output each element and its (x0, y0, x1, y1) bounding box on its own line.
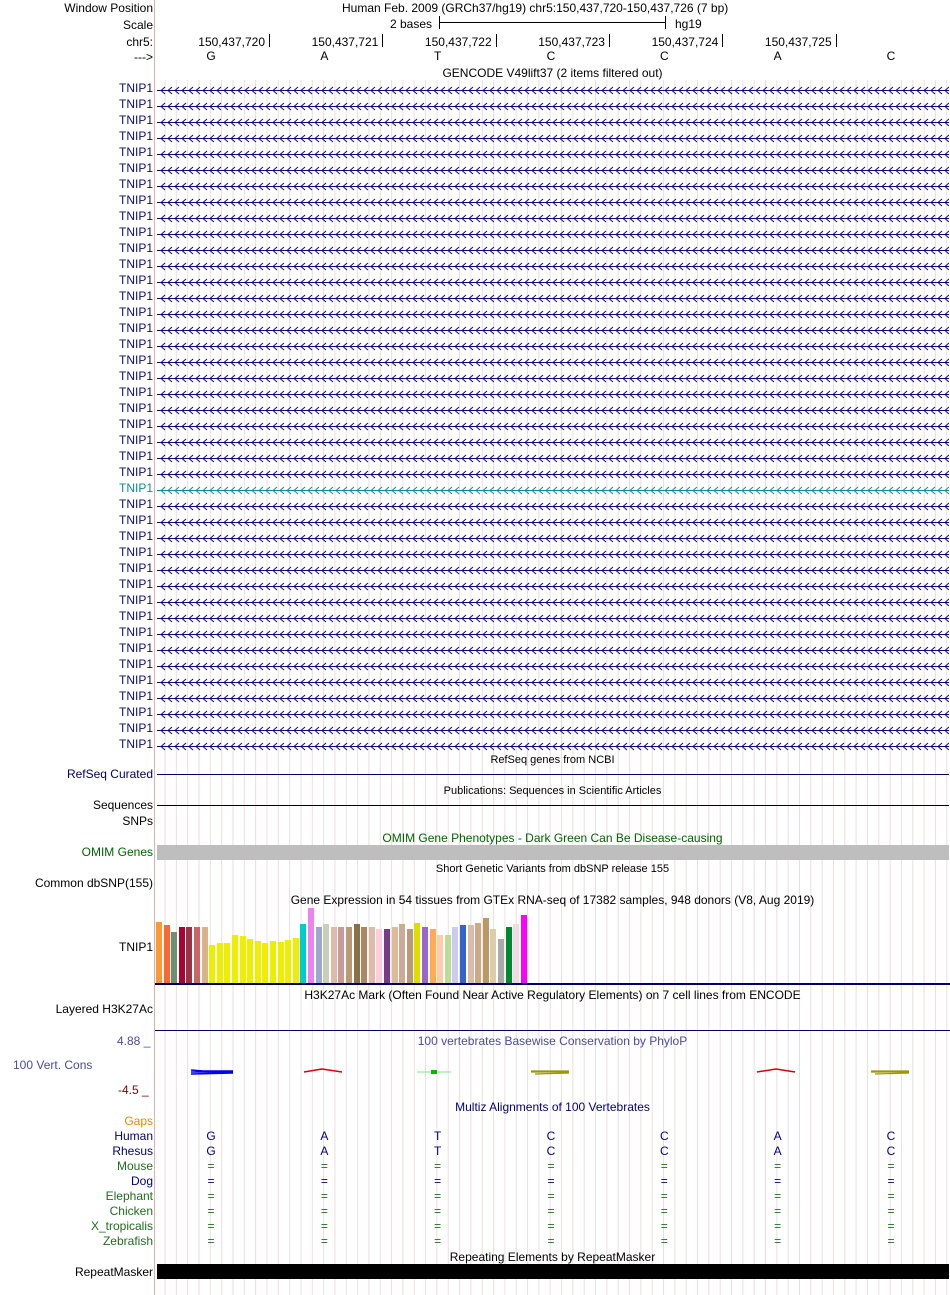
publications-line[interactable] (157, 805, 949, 806)
gtex-tissue-bar[interactable] (506, 927, 512, 983)
species-label[interactable]: X_tropicalis (90, 1219, 153, 1233)
gene-model[interactable] (157, 580, 949, 589)
alignment-base: = (547, 1189, 555, 1203)
alignment-base: C (659, 1144, 669, 1158)
conservation-glyph-4 (531, 1071, 569, 1074)
gtex-tissue-bar[interactable] (369, 927, 375, 983)
gtex-tissue-bar[interactable] (293, 938, 299, 983)
gene-model[interactable] (157, 356, 949, 365)
gene-label[interactable]: TNIP1 (118, 401, 153, 415)
alignment-base: = (774, 1234, 782, 1248)
conservation-max-label: 4.88 _ (117, 1034, 151, 1048)
gene-model[interactable] (157, 692, 949, 701)
position-title[interactable]: Human Feb. 2009 (GRCh37/hg19) chr5:150,437,720-150,437,726 (7 bp) (342, 1, 729, 15)
alignment-base: T (433, 1129, 442, 1143)
gene-model[interactable] (157, 292, 949, 301)
gtex-tissue-bar[interactable] (278, 942, 284, 983)
species-label[interactable]: Human (114, 1129, 153, 1143)
gene-label[interactable]: TNIP1 (118, 97, 153, 111)
gtex-tissue-bar[interactable] (240, 936, 246, 983)
gtex-tissue-bar[interactable] (285, 940, 291, 983)
alignment-base: C (659, 1129, 669, 1143)
alignment-base: = (320, 1159, 328, 1173)
gene-model[interactable] (157, 564, 949, 573)
assembly-label: hg19 (675, 17, 702, 31)
alignment-base: C (546, 1129, 556, 1143)
gene-model[interactable] (157, 244, 949, 253)
gene-label[interactable]: TNIP1 (118, 193, 153, 207)
gene-label[interactable]: TNIP1 (118, 433, 153, 447)
gene-label[interactable]: TNIP1 (118, 417, 153, 431)
chrom-label: chr5: (126, 35, 153, 49)
alignment-base: = (320, 1204, 328, 1218)
gene-label[interactable]: TNIP1 (118, 385, 153, 399)
coordinate-label: 150,437,722 (424, 35, 492, 49)
gene-label[interactable]: TNIP1 (118, 609, 153, 623)
gtex-tissue-bar[interactable] (361, 927, 367, 983)
gaps-label[interactable]: Gaps (124, 1114, 153, 1128)
gene-model[interactable] (157, 452, 949, 461)
gtex-tissue-bar[interactable] (270, 941, 276, 983)
alignment-base: = (547, 1234, 555, 1248)
gtex-tissue-bar[interactable] (407, 929, 413, 983)
gene-label[interactable]: TNIP1 (118, 497, 153, 511)
h3k27ac-label[interactable]: Layered H3K27Ac (55, 1002, 153, 1016)
gene-label[interactable]: TNIP1 (118, 209, 153, 223)
gene-label[interactable]: TNIP1 (118, 113, 153, 127)
scale-text: 2 bases (390, 17, 433, 31)
gtex-tissue-bar[interactable] (255, 941, 261, 983)
snps-label[interactable]: SNPs (122, 814, 153, 828)
dbsnp-title: Short Genetic Variants from dbSNP release 155 (435, 863, 670, 875)
gtex-tissue-bar[interactable] (354, 924, 360, 983)
gene-label[interactable]: TNIP1 (118, 577, 153, 591)
alignment-base: = (887, 1204, 895, 1218)
gtex-tissue-bar[interactable] (308, 908, 314, 983)
gtex-bar-chart[interactable] (156, 908, 556, 983)
gene-model[interactable] (157, 132, 949, 141)
alignment-base: = (320, 1174, 328, 1188)
gene-model[interactable] (157, 468, 949, 477)
gtex-tissue-bar[interactable] (331, 927, 337, 983)
refseq-title: RefSeq genes from NCBI (490, 754, 615, 766)
gtex-tissue-bar[interactable] (498, 939, 504, 983)
alignment-base: = (320, 1219, 328, 1233)
gene-label[interactable]: TNIP1 (118, 241, 153, 255)
gtex-tissue-bar[interactable] (338, 927, 344, 983)
gene-model[interactable] (157, 516, 949, 525)
gtex-baseline (155, 983, 950, 985)
publications-label[interactable]: Sequences (92, 798, 153, 812)
repeatmasker-bar[interactable] (157, 1264, 949, 1279)
gtex-tissue-bar[interactable] (171, 932, 177, 983)
conservation-glyph-5 (757, 1069, 795, 1072)
scale-bar (439, 22, 666, 23)
gtex-tissue-bar[interactable] (422, 927, 428, 983)
coordinate-tick (609, 34, 610, 47)
gene-label[interactable]: TNIP1 (118, 673, 153, 687)
gtex-tissue-bar[interactable] (232, 935, 238, 983)
alignment-base: = (660, 1189, 668, 1203)
gene-model[interactable] (157, 212, 949, 221)
gtex-label[interactable]: TNIP1 (118, 940, 153, 954)
alignment-base: = (434, 1159, 442, 1173)
alignment-base: = (207, 1204, 215, 1218)
gene-label[interactable]: TNIP1 (118, 369, 153, 383)
gene-label[interactable]: TNIP1 (118, 705, 153, 719)
gene-model[interactable] (157, 436, 949, 445)
alignment-base: C (886, 1144, 896, 1158)
gtex-tissue-bar[interactable] (452, 927, 458, 983)
gene-model[interactable] (157, 532, 949, 541)
alignment-base: T (433, 1144, 442, 1158)
species-label[interactable]: Dog (130, 1174, 153, 1188)
gene-label[interactable]: TNIP1 (118, 305, 153, 319)
alignment-base: = (774, 1174, 782, 1188)
gene-label[interactable]: TNIP1 (118, 545, 153, 559)
base-letter: C (886, 49, 896, 63)
gene-label[interactable]: TNIP1 (118, 129, 153, 143)
refseq-label[interactable]: RefSeq Curated (66, 767, 153, 781)
species-label[interactable]: Mouse (116, 1159, 153, 1173)
alignment-base: = (207, 1189, 215, 1203)
alignment-base: = (887, 1189, 895, 1203)
gene-model[interactable] (157, 196, 949, 205)
scale-bar-left-cap (439, 16, 440, 29)
coordinate-label: 150,437,723 (538, 35, 605, 49)
alignment-base: = (774, 1204, 782, 1218)
conservation-glyph-1 (191, 1070, 233, 1074)
gene-model[interactable] (157, 260, 949, 269)
alignment-base: A (773, 1144, 782, 1158)
species-label[interactable]: Zebrafish (102, 1234, 153, 1248)
gtex-tissue-bar[interactable] (164, 925, 170, 983)
gene-model[interactable] (157, 724, 949, 733)
alignment-base: = (547, 1204, 555, 1218)
gene-model[interactable] (157, 340, 949, 349)
gene-label[interactable]: TNIP1 (118, 737, 153, 751)
gene-model[interactable] (157, 484, 949, 493)
alignment-base: = (434, 1174, 442, 1188)
gene-label[interactable]: TNIP1 (118, 689, 153, 703)
gtex-tissue-bar[interactable] (224, 943, 230, 983)
alignment-base: = (547, 1159, 555, 1173)
gtex-tissue-bar[interactable] (468, 925, 474, 983)
alignment-base: = (660, 1159, 668, 1173)
alignment-base: = (547, 1219, 555, 1233)
gtex-tissue-bar[interactable] (430, 929, 436, 983)
gtex-tissue-bar[interactable] (300, 924, 306, 983)
gene-label[interactable]: TNIP1 (118, 177, 153, 191)
base-letter: G (206, 49, 216, 63)
alignment-base: G (206, 1129, 216, 1143)
gtex-tissue-bar[interactable] (392, 927, 398, 983)
omim-label[interactable]: OMIM Genes (81, 845, 153, 859)
gene-label[interactable]: TNIP1 (118, 321, 153, 335)
alignment-base: = (660, 1174, 668, 1188)
gene-model[interactable] (157, 164, 949, 173)
gtex-tissue-bar[interactable] (194, 927, 200, 983)
gtex-tissue-bar[interactable] (186, 927, 192, 983)
strand-label[interactable]: ---> (134, 50, 153, 64)
gene-model[interactable] (157, 84, 949, 93)
gene-label[interactable]: TNIP1 (118, 513, 153, 527)
gtex-tissue-bar[interactable] (376, 929, 382, 983)
gene-model[interactable] (157, 100, 949, 109)
gtex-tissue-bar[interactable] (483, 918, 489, 983)
publications-title: Publications: Sequences in Scientific Articles (443, 785, 662, 797)
alignment-base: = (547, 1174, 555, 1188)
gene-model[interactable] (157, 308, 949, 317)
dbsnp-label[interactable]: Common dbSNP(155) (34, 876, 153, 890)
gene-label[interactable]: TNIP1 (118, 481, 153, 495)
alignment-base: = (774, 1189, 782, 1203)
gene-model[interactable] (157, 612, 949, 621)
gene-model[interactable] (157, 548, 949, 557)
alignment-base: = (207, 1159, 215, 1173)
window-position-label: Window Position (64, 1, 153, 15)
gene-label[interactable]: TNIP1 (118, 145, 153, 159)
alignment-base: = (320, 1189, 328, 1203)
conservation-min-label: -4.5 _ (118, 1083, 149, 1097)
gtex-tissue-bar[interactable] (437, 935, 443, 983)
alignment-base: = (434, 1204, 442, 1218)
alignment-base: A (320, 1144, 329, 1158)
gtex-tissue-bar[interactable] (247, 939, 253, 983)
repeatmasker-title: Repeating Elements by RepeatMasker (449, 1250, 656, 1264)
gtex-tissue-bar[interactable] (217, 943, 223, 983)
alignment-base: = (434, 1234, 442, 1248)
gene-label[interactable]: TNIP1 (118, 257, 153, 271)
gtex-tissue-bar[interactable] (475, 923, 481, 983)
gene-model[interactable] (157, 324, 949, 333)
coordinate-label: 150,437,720 (198, 35, 265, 49)
gene-model[interactable] (157, 180, 949, 189)
gene-label[interactable]: TNIP1 (118, 593, 153, 607)
gene-label[interactable]: TNIP1 (118, 529, 153, 543)
gene-model[interactable] (157, 596, 949, 605)
gene-model[interactable] (157, 628, 949, 637)
gene-model[interactable] (157, 116, 949, 125)
alignment-base: C (546, 1144, 556, 1158)
gene-label[interactable]: TNIP1 (118, 625, 153, 639)
alignment-base: = (660, 1204, 668, 1218)
coordinate-label: 150,437,721 (311, 35, 379, 49)
omim-bar[interactable] (157, 845, 949, 860)
gene-model[interactable] (157, 148, 949, 157)
gtex-tissue-bar[interactable] (179, 927, 185, 983)
base-letter: C (546, 49, 556, 63)
gene-model[interactable] (157, 676, 949, 685)
base-letter: A (773, 49, 782, 63)
gtex-tissue-bar[interactable] (346, 927, 352, 983)
alignment-base: = (434, 1189, 442, 1203)
coordinate-tick (269, 34, 270, 47)
alignment-base: G (206, 1144, 216, 1158)
gene-label[interactable]: TNIP1 (118, 81, 153, 95)
gtex-title: Gene Expression in 54 tissues from GTEx RNA-seq of 17382 samples, 948 donors (V8, Aug 2019) (290, 893, 815, 907)
omim-title: OMIM Gene Phenotypes - Dark Green Can Be Disease-causing (382, 831, 723, 845)
gene-label[interactable]: TNIP1 (118, 641, 153, 655)
alignment-base: = (887, 1234, 895, 1248)
gtex-tissue-bar[interactable] (460, 925, 466, 983)
gene-label[interactable]: TNIP1 (118, 289, 153, 303)
refseq-line[interactable] (157, 774, 949, 775)
gene-model[interactable] (157, 420, 949, 429)
gene-label[interactable]: TNIP1 (118, 225, 153, 239)
gtex-tissue-bar[interactable] (490, 929, 496, 983)
alignment-base: = (774, 1219, 782, 1233)
base-letter: T (433, 49, 442, 63)
gene-model[interactable] (157, 740, 949, 749)
alignment-base: = (887, 1219, 895, 1233)
gene-model[interactable] (157, 228, 949, 237)
gtex-tissue-bar[interactable] (323, 924, 329, 983)
gene-label[interactable]: TNIP1 (118, 465, 153, 479)
gene-label[interactable]: TNIP1 (118, 449, 153, 463)
gtex-tissue-bar[interactable] (399, 924, 405, 983)
alignment-base: = (207, 1219, 215, 1233)
gene-model[interactable] (157, 404, 949, 413)
gene-label[interactable]: TNIP1 (118, 161, 153, 175)
alignment-base: A (773, 1129, 782, 1143)
gene-model[interactable] (157, 500, 949, 509)
alignment-base: = (320, 1234, 328, 1248)
gtex-tissue-bar[interactable] (513, 924, 519, 983)
gene-label[interactable]: TNIP1 (118, 353, 153, 367)
gene-label[interactable]: TNIP1 (118, 561, 153, 575)
coordinate-tick (836, 34, 837, 47)
h3k27ac-title: H3K27Ac Mark (Often Found Near Active Regulatory Elements) on 7 cell lines from ENCODE (304, 988, 801, 1002)
conservation-glyph-2 (304, 1069, 342, 1072)
coordinate-tick (722, 34, 723, 47)
alignment-base: = (774, 1159, 782, 1173)
gene-model[interactable] (157, 644, 949, 653)
gtex-tissue-bar[interactable] (414, 923, 420, 983)
scale-bar-right-cap (665, 16, 666, 29)
species-label[interactable]: Chicken (109, 1204, 153, 1218)
gtex-tissue-bar[interactable] (445, 935, 451, 983)
conservation-label[interactable]: 100 Vert. Cons (13, 1058, 93, 1072)
gene-model[interactable] (157, 372, 949, 381)
alignment-base: = (207, 1234, 215, 1248)
alignment-base: = (434, 1219, 442, 1233)
gtex-tissue-bar[interactable] (156, 922, 162, 983)
conservation-glyph-6 (871, 1071, 909, 1074)
multiz-title: Multiz Alignments of 100 Vertebrates (455, 1100, 650, 1114)
conservation-title: 100 vertebrates Basewise Conservation by PhyloP (417, 1034, 688, 1048)
coordinate-label: 150,437,725 (764, 35, 832, 49)
alignment-base: = (887, 1174, 895, 1188)
gene-model[interactable] (157, 276, 949, 285)
alignment-base: = (207, 1174, 215, 1188)
gene-model[interactable] (157, 388, 949, 397)
base-letter: A (320, 49, 329, 63)
conservation-plot[interactable] (155, 1052, 950, 1092)
gene-model[interactable] (157, 660, 949, 669)
gene-model[interactable] (157, 708, 949, 717)
coordinate-label: 150,437,724 (651, 35, 719, 49)
alignment-base: C (886, 1129, 896, 1143)
species-label[interactable]: Elephant (105, 1189, 153, 1203)
gene-label[interactable]: TNIP1 (118, 337, 153, 351)
repeatmasker-label[interactable]: RepeatMasker (74, 1265, 153, 1279)
alignment-base: = (887, 1159, 895, 1173)
species-label[interactable]: Rhesus (112, 1144, 153, 1158)
gene-label[interactable]: TNIP1 (118, 273, 153, 287)
gtex-tissue-bar[interactable] (209, 945, 215, 983)
gtex-tissue-bar[interactable] (521, 915, 527, 983)
gtex-tissue-bar[interactable] (262, 943, 268, 983)
gtex-tissue-bar[interactable] (202, 927, 208, 983)
coordinate-tick (382, 34, 383, 47)
conservation-glyph-3 (417, 1070, 451, 1074)
scale-label: Scale (122, 18, 153, 32)
gene-label[interactable]: TNIP1 (118, 657, 153, 671)
h3k27ac-baseline (155, 1030, 950, 1031)
base-letter: C (659, 49, 669, 63)
gene-label[interactable]: TNIP1 (118, 721, 153, 735)
alignment-base: = (660, 1219, 668, 1233)
alignment-base: A (320, 1129, 329, 1143)
alignment-base: = (660, 1234, 668, 1248)
gencode-title: GENCODE V49lift37 (2 items filtered out) (442, 66, 663, 80)
gtex-tissue-bar[interactable] (316, 927, 322, 983)
coordinate-tick (496, 34, 497, 47)
gtex-tissue-bar[interactable] (384, 929, 390, 983)
